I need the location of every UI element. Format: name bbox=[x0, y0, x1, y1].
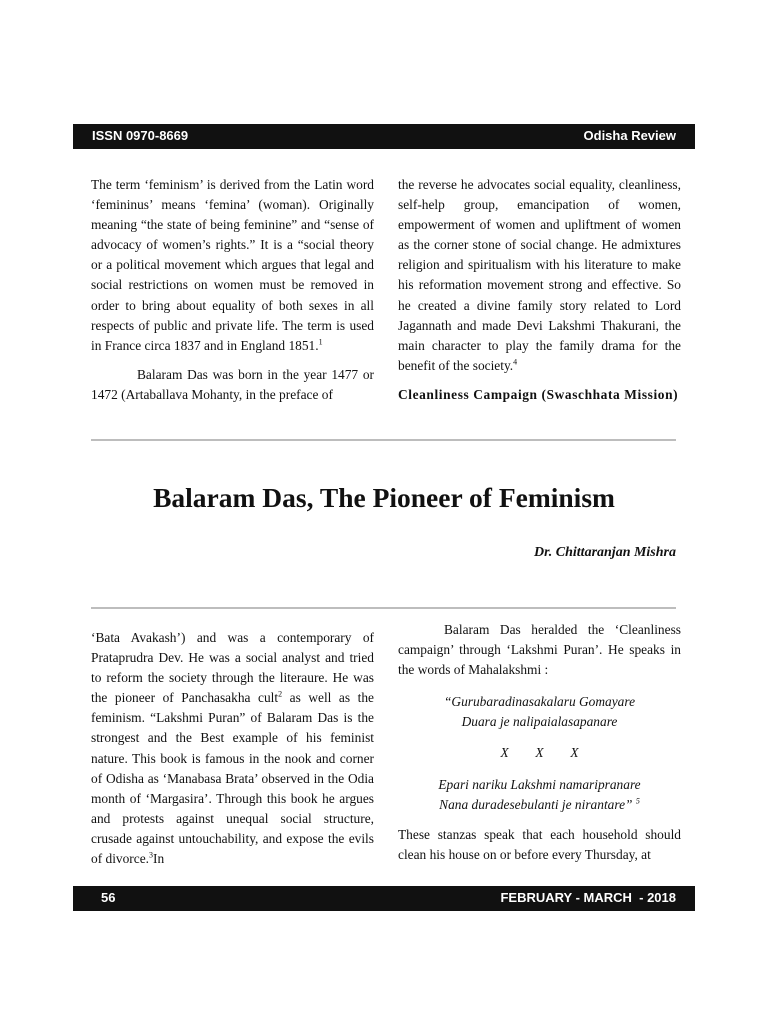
journal-name: Odisha Review bbox=[583, 128, 676, 143]
verse-line: Epari nariku Lakshmi namaripranare bbox=[438, 776, 641, 792]
paragraph: These stanzas speak that each household should clean his house on or before every Thursday, at bbox=[398, 826, 681, 862]
top-right-column bbox=[398, 175, 681, 405]
verse-line: Duara je nalipaialasapanare bbox=[461, 714, 618, 730]
footer-bar bbox=[73, 886, 695, 911]
divider bbox=[91, 607, 676, 609]
footnote-ref: 4 bbox=[513, 357, 518, 367]
footnote-ref: 5 bbox=[635, 796, 640, 806]
bottom-left-column bbox=[91, 628, 374, 869]
section-heading: Cleanliness Campaign (Swaschhata Mission) bbox=[398, 386, 679, 402]
top-left-column bbox=[91, 175, 374, 405]
bottom-right-column bbox=[398, 620, 681, 865]
paragraph bbox=[398, 175, 681, 376]
verse-line bbox=[398, 795, 681, 815]
paragraph-text: the reverse he advocates social equality, cleanliness, self-help group, emancipation of women, empowerment of women and upliftment of women as the corner stone of social change. He admixtures religion and spiritualism with his literature to make his reformation movement strong and effective. So he created a divine family story related to Lord Jagannath and made Devi Lakshmi Thakurani, the main character to play the family drama for the benefit of the society. bbox=[398, 177, 681, 373]
footnote-ref: 2 bbox=[278, 689, 283, 699]
verse-text: Nana duradesebulanti je nirantare” bbox=[439, 796, 633, 812]
issue-date: FEBRUARY - MARCH - 2018 bbox=[500, 890, 676, 905]
paragraph: Balaram Das heralded the ‘Cleanliness campaign’ through ‘Lakshmi Puran’. He speaks in the words of Mahalakshmi : bbox=[398, 622, 681, 678]
paragraph bbox=[91, 175, 374, 356]
paragraph bbox=[91, 628, 374, 869]
paragraph-text: as well as the feminism. “Lakshmi Puran” of Balaram Das is the strongest and the Best example of his feminist nature. This book is famous in the nook and corner of Odisha as ‘Manabasa Brata’ observed in the Odia month of ‘Margasira’. Through this book he argues and protests against unequal social structure, crusade against untouchability, and expose the evils of divorce. bbox=[91, 690, 374, 867]
header-bar bbox=[73, 124, 695, 149]
verse-line: “Gurubaradinasakalaru Gomayare bbox=[443, 694, 636, 710]
issn-label: ISSN 0970-8669 bbox=[92, 128, 189, 143]
divider bbox=[91, 439, 676, 441]
paragraph-text: The term ‘feminism’ is derived from the Latin word ‘femininus’ means ‘femina’ (woman). Originally meaning “the state of being feminine” and “sense of advocacy of women’s rights.” It is a “social theory or a political movement which argues that legal and social restrictions on women must be removed in order to bring about equality of both sexes in all respects of public and private life. The term is used in France circa 1837 and in England 1851. bbox=[91, 177, 374, 353]
article-title: Balaram Das, The Pioneer of Feminism bbox=[153, 482, 615, 513]
footnote-ref: 1 bbox=[318, 337, 323, 347]
page-number: 56 bbox=[101, 890, 116, 905]
paragraph: Balaram Das was born in the year 1477 or 1472 (Artaballava Mohanty, in the preface of bbox=[91, 366, 374, 402]
footnote-ref: 3 bbox=[149, 850, 154, 860]
paragraph-text: ‘Bata Avakash’) and was a contemporary of Prataprudra Dev. He was a social analyst and tried to reform the society through the literaure. He was the pioneer of Panchasakha cult bbox=[91, 630, 374, 706]
article-author: Dr. Chittaranjan Mishra bbox=[533, 545, 676, 560]
paragraph-text: In bbox=[153, 851, 165, 867]
verse-separator: X X X bbox=[500, 745, 579, 761]
